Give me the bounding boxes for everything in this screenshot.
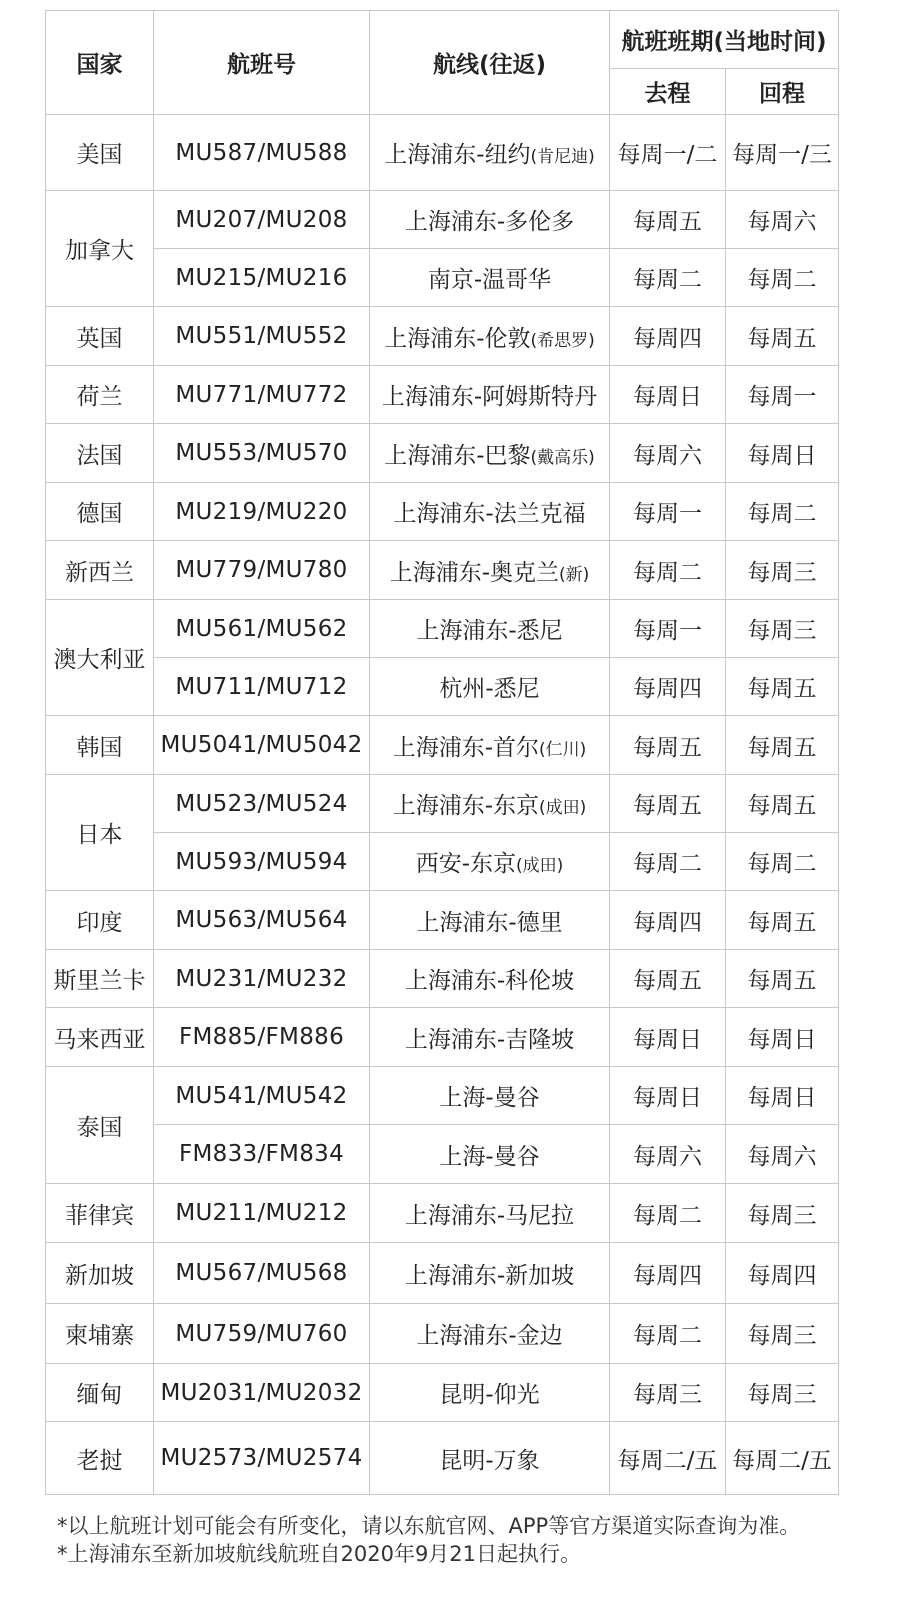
outbound-cell: 每周五 [610,775,726,833]
route-cell [370,1184,610,1243]
table-row [46,1008,839,1067]
route-cell [370,833,610,891]
table-row [46,307,839,366]
route-text: 上海浦东-伦敦 [384,325,531,352]
footnote-schedule-change: *以上航班计划可能会有所变化，请以东航官网、APP等官方渠道实际查询为准。 [57,1514,801,1538]
flight-schedule-table [45,10,839,1495]
country-cell: 德国 [46,483,154,541]
route-text: 上海浦东-阿姆斯特丹 [381,384,598,410]
route-cell [370,891,610,950]
country-cell: 日本 [46,775,154,891]
flight-number-cell: MU567/MU568 [154,1243,370,1304]
route-text: 西安-东京 [415,851,517,877]
return-cell: 每周六 [726,1125,839,1184]
outbound-cell: 每周四 [610,1243,726,1304]
header-return: 回程 [726,69,839,115]
flight-number-cell: MU207/MU208 [154,191,370,249]
outbound-cell: 每周六 [610,424,726,483]
route-airport-note: (仁川) [539,739,587,760]
return-cell: 每周一 [726,366,839,424]
route-text: 上海浦东-吉隆坡 [404,1026,575,1053]
route-text: 上海浦东-多伦多 [404,209,575,235]
route-cell [370,1008,610,1067]
country-cell: 加拿大 [46,191,154,307]
country-cell: 印度 [46,891,154,950]
route-cell [370,600,610,658]
country-cell: 老挝 [46,1422,154,1495]
return-cell: 每周三 [726,1364,839,1422]
country-cell: 美国 [46,115,154,191]
table-row [46,249,839,307]
country-cell: 新加坡 [46,1243,154,1304]
flight-number-cell: MU593/MU594 [154,833,370,891]
route-cell [370,366,610,424]
outbound-cell: 每周二/五 [610,1422,726,1495]
flight-number-cell: MU215/MU216 [154,249,370,307]
return-cell: 每周五 [726,775,839,833]
route-airport-note: (成田) [516,856,564,876]
table-row [46,1067,839,1125]
return-cell: 每周四 [726,1243,839,1304]
return-cell: 每周三 [726,541,839,600]
table-row [46,366,839,424]
flight-number-cell: MU5041/MU5042 [154,716,370,775]
return-cell: 每周二 [726,483,839,541]
flight-number-cell: MU231/MU232 [154,950,370,1008]
flight-number-cell: FM885/FM886 [154,1008,370,1067]
country-cell: 泰国 [46,1067,154,1184]
table-row [46,600,839,658]
return-cell: 每周一/三 [726,115,839,191]
outbound-cell: 每周日 [610,1008,726,1067]
route-airport-note: (希思罗) [530,330,595,351]
outbound-cell: 每周三 [610,1364,726,1422]
route-text: 上海浦东-科伦坡 [404,968,575,994]
flight-number-cell: MU553/MU570 [154,424,370,483]
return-cell: 每周日 [726,1008,839,1067]
outbound-cell: 每周二 [610,833,726,891]
table-row [46,115,839,191]
route-text: 上海浦东-法兰克福 [393,501,586,527]
route-text: 上海浦东-奥克兰 [389,559,560,586]
outbound-cell: 每周一 [610,483,726,541]
table-row [46,1184,839,1243]
country-cell: 马来西亚 [46,1008,154,1067]
country-cell: 澳大利亚 [46,600,154,716]
return-cell: 每周五 [726,891,839,950]
outbound-cell: 每周一 [610,600,726,658]
header-outbound: 去程 [610,69,726,115]
route-text: 上海浦东-纽约 [384,142,531,168]
route-airport-note: (肯尼迪) [530,147,595,167]
table-row [46,658,839,716]
flight-number-cell: MU551/MU552 [154,307,370,366]
table-row [46,1243,839,1304]
table-row [46,1364,839,1422]
outbound-cell: 每周五 [610,191,726,249]
return-cell: 每周三 [726,600,839,658]
country-cell: 斯里兰卡 [46,950,154,1008]
country-cell: 柬埔寨 [46,1304,154,1364]
outbound-cell: 每周五 [610,716,726,775]
country-cell: 英国 [46,307,154,366]
return-cell: 每周二/五 [726,1422,839,1495]
outbound-cell: 每周二 [610,249,726,307]
return-cell: 每周五 [726,716,839,775]
outbound-cell: 每周一/二 [610,115,726,191]
route-text: 上海浦东-巴黎 [384,442,531,469]
flight-number-cell: MU211/MU212 [154,1184,370,1243]
route-cell [370,1364,610,1422]
route-cell [370,1067,610,1125]
flight-number-cell: MU779/MU780 [154,541,370,600]
country-cell: 荷兰 [46,366,154,424]
route-text: 上海浦东-德里 [416,909,563,936]
return-cell: 每周六 [726,191,839,249]
route-cell [370,424,610,483]
return-cell: 每周五 [726,658,839,716]
outbound-cell: 每周四 [610,307,726,366]
outbound-cell: 每周四 [610,891,726,950]
table-row [46,891,839,950]
flight-number-cell: MU771/MU772 [154,366,370,424]
table-row [46,541,839,600]
flight-number-cell: MU219/MU220 [154,483,370,541]
table-row [46,191,839,249]
return-cell: 每周日 [726,424,839,483]
header-route: 航线(往返) [370,11,610,115]
outbound-cell: 每周日 [610,1067,726,1125]
table-row [46,1125,839,1184]
route-cell [370,541,610,600]
return-cell: 每周二 [726,249,839,307]
route-cell [370,483,610,541]
flight-number-cell: FM833/FM834 [154,1125,370,1184]
country-cell: 新西兰 [46,541,154,600]
table-row [46,716,839,775]
route-cell [370,1304,610,1364]
route-text: 昆明-仰光 [439,1382,540,1408]
route-airport-note: (戴高乐) [530,447,595,468]
flight-number-cell: MU523/MU524 [154,775,370,833]
route-cell [370,950,610,1008]
table-row [46,1422,839,1495]
route-text: 南京-温哥华 [427,267,552,293]
outbound-cell: 每周二 [610,541,726,600]
return-cell: 每周五 [726,950,839,1008]
table-row [46,424,839,483]
flight-number-cell: MU587/MU588 [154,115,370,191]
route-text: 上海浦东-新加坡 [404,1262,575,1289]
outbound-cell: 每周四 [610,658,726,716]
country-cell: 法国 [46,424,154,483]
route-airport-note: (新) [559,564,590,585]
table-row [46,833,839,891]
route-text: 上海浦东-东京 [392,793,540,819]
route-text: 上海浦东-金边 [416,1323,563,1349]
return-cell: 每周日 [726,1067,839,1125]
return-cell: 每周五 [726,307,839,366]
flight-number-cell: MU541/MU542 [154,1067,370,1125]
route-cell [370,1422,610,1495]
outbound-cell: 每周五 [610,950,726,1008]
table-row [46,483,839,541]
route-text: 上海浦东-首尔 [392,734,540,761]
flight-number-cell: MU759/MU760 [154,1304,370,1364]
flight-number-cell: MU2573/MU2574 [154,1422,370,1495]
outbound-cell: 每周六 [610,1125,726,1184]
route-text: 上海浦东-马尼拉 [404,1202,575,1229]
outbound-cell: 每周二 [610,1304,726,1364]
route-text: 上海-曼谷 [439,1143,540,1170]
route-airport-note: (成田) [539,798,587,818]
route-cell [370,658,610,716]
route-cell [370,307,610,366]
route-cell [370,249,610,307]
table-row [46,1304,839,1364]
route-cell [370,716,610,775]
country-cell: 缅甸 [46,1364,154,1422]
route-cell [370,1125,610,1184]
route-text: 上海-曼谷 [439,1085,540,1111]
flight-number-cell: MU561/MU562 [154,600,370,658]
return-cell: 每周三 [726,1184,839,1243]
return-cell: 每周二 [726,833,839,891]
header-schedule: 航班班期(当地时间) [610,11,839,69]
country-cell: 菲律宾 [46,1184,154,1243]
route-text: 昆明-万象 [439,1447,540,1474]
outbound-cell: 每周二 [610,1184,726,1243]
country-cell: 韩国 [46,716,154,775]
route-cell [370,1243,610,1304]
table-row [46,950,839,1008]
header-flight-no: 航班号 [154,11,370,115]
flight-number-cell: MU711/MU712 [154,658,370,716]
table-row [46,775,839,833]
outbound-cell: 每周日 [610,366,726,424]
route-cell [370,775,610,833]
footnote-singapore-route: *上海浦东至新加坡航线航班自2020年9月21日起执行。 [57,1542,582,1566]
flight-number-cell: MU563/MU564 [154,891,370,950]
header-country: 国家 [46,11,154,115]
route-text: 杭州-悉尼 [439,676,540,702]
route-cell [370,191,610,249]
route-text: 上海浦东-悉尼 [416,618,563,644]
route-cell [370,115,610,191]
flight-number-cell: MU2031/MU2032 [154,1364,370,1422]
return-cell: 每周三 [726,1304,839,1364]
